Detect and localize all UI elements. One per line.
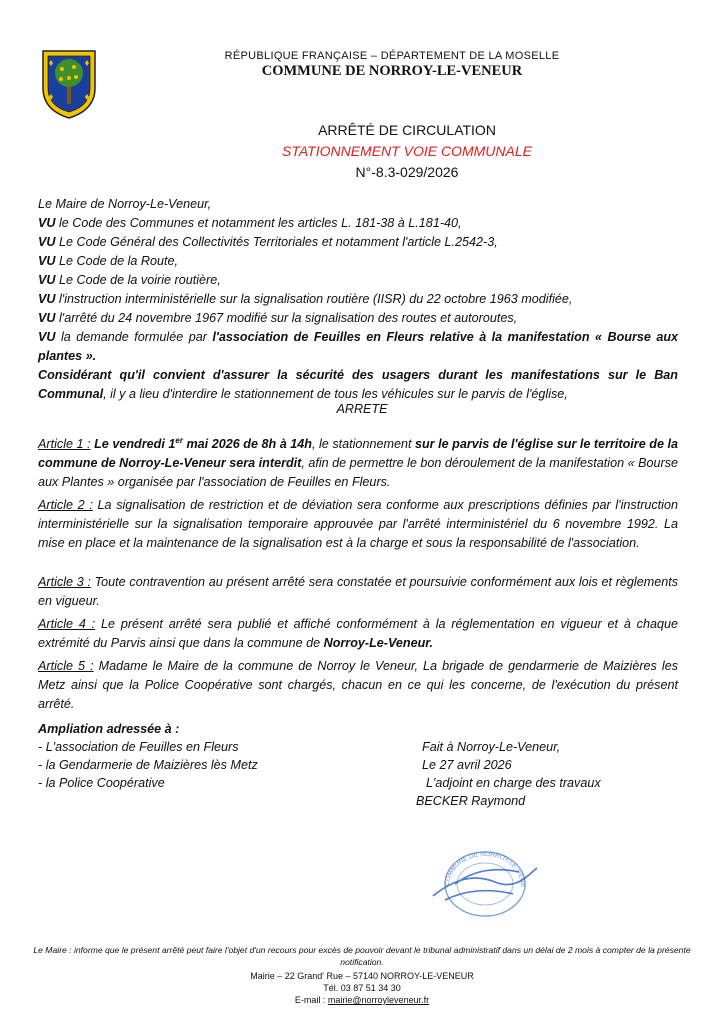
article-1: Article 1 : Le vendredi 1er mai 2026 de 8h à 14h, le stationnement sur le parvis de l'église sur le territoire de la commune de Norroy-Le-Veneur sera interdit, afin de permettre le bon déroulement de la manifestation « Bourse aux Plantes » organisée par l'association de Feuilles en Fleurs.	[38, 436, 679, 490]
signature-date: Le 27 avril 2026	[422, 758, 512, 772]
ampliation-list	[38, 720, 258, 792]
vu-line: VU Le Code de la voirie routière,	[38, 273, 221, 287]
header-commune: COMMUNE DE NORROY-LE-VENEUR	[261, 63, 523, 79]
mairie-phone: Tél. 03 87 51 34 30	[323, 983, 401, 993]
vu-line: VU la demande formulée par l'association de Feuilles en Fleurs relative à la manifestation « Bourse aux plantes ».	[38, 330, 679, 363]
official-stamp	[425, 838, 543, 920]
mairie-email-link[interactable]: mairie@norroyleveneur.fr	[327, 995, 430, 1005]
list-item: - la Gendarmerie de Maizières lès Metz	[38, 758, 258, 772]
vu-line: VU l'instruction interministérielle sur la signalisation routière (IISR) du 22 octobre 1963 modifiée,	[38, 292, 573, 306]
vu-line: VU le Code des Communes et notamment les articles L. 181-38 à L.181-40,	[38, 216, 462, 230]
arrete-heading: ARRETE	[336, 402, 388, 416]
list-item: - la Police Coopérative	[38, 776, 165, 790]
document-number: N°-8.3-029/2026	[355, 164, 459, 180]
considerant: Considérant qu'il convient d'assurer la sécurité des usagers durant les manifestations sur le Ban Communal, il y a lieu d'interdire le stationnement de tous les véhicules sur le parvis de l'église,	[38, 368, 678, 401]
ampliation-title: Ampliation adressée à :	[38, 722, 180, 736]
svg-text:COMMUNE DE NORROY-LE-VENEUR: COMMUNE DE NORROY-LE-VENE	[443, 850, 527, 888]
article-5: Article 5 : Madame le Maire de la commune de Norroy le Veneur, La brigade de gendarmerie de Maizières les Metz ainsi que la Police Coopérative sont chargés, chacun en ce qui les concerne, de l'exécution du présent arrêté.	[38, 659, 678, 711]
vu-line: VU Le Code de la Route,	[38, 254, 179, 268]
vu-line: VU Le Code Général des Collectivités Territoriales et notamment l'article L.2542-3,	[38, 235, 498, 249]
document-subtitle: STATIONNEMENT VOIE COMMUNALE	[282, 143, 532, 159]
signature-name: BECKER Raymond	[416, 794, 526, 808]
signature-role: L'adjoint en charge des travaux	[426, 776, 601, 790]
legal-notice: Le Maire : informe que le présent arrêté peut faire l'objet d'un recours pour excès de pouvoir devant le tribunal administratif dans un délai de 2 mois à compter de la présente notification.	[33, 945, 691, 967]
document-title: ARRÊTÉ DE CIRCULATION	[318, 122, 496, 138]
list-item: - L'association de Feuilles en Fleurs	[38, 740, 239, 754]
signature-place: Fait à Norroy-Le-Veneur,	[422, 740, 561, 754]
mairie-email-line	[0, 995, 724, 1006]
article-2: Article 2 : La signalisation de restriction et de déviation sera conforme aux prescriptions définies par l'instruction interministérielle sur la signalisation temporaire approuvée par l'arrêté interministériel du 6 novembre 1992. La mise en place et la maintenance de la signalisation est à la charge et sous la responsabilité de l'association.	[38, 498, 678, 550]
email-label: E-mail :	[294, 995, 328, 1005]
maire-line: Le Maire de Norroy-Le-Veneur,	[38, 197, 212, 211]
vu-line: VU l'arrêté du 24 novembre 1967 modifié sur la signalisation des routes et autoroutes,	[38, 311, 518, 325]
signature-block	[416, 738, 601, 810]
preamble	[38, 195, 678, 404]
article-3: Article 3 : Toute contravention au présent arrêté sera constatée et poursuivie conformément aux lois et règlements en vigueur.	[38, 575, 678, 608]
header-republic: RÉPUBLIQUE FRANÇAISE – DÉPARTEMENT DE LA MOSELLE	[224, 50, 560, 62]
mairie-address: Mairie – 22 Grand' Rue – 57140 NORROY-LE-VENEUR	[250, 971, 474, 981]
article-4: Article 4 : Le présent arrêté sera publié et affiché conformément à la réglementation en vigueur et à chaque extrémité du Parvis ainsi que dans la commune de Norroy-Le-Veneur.	[38, 617, 678, 650]
